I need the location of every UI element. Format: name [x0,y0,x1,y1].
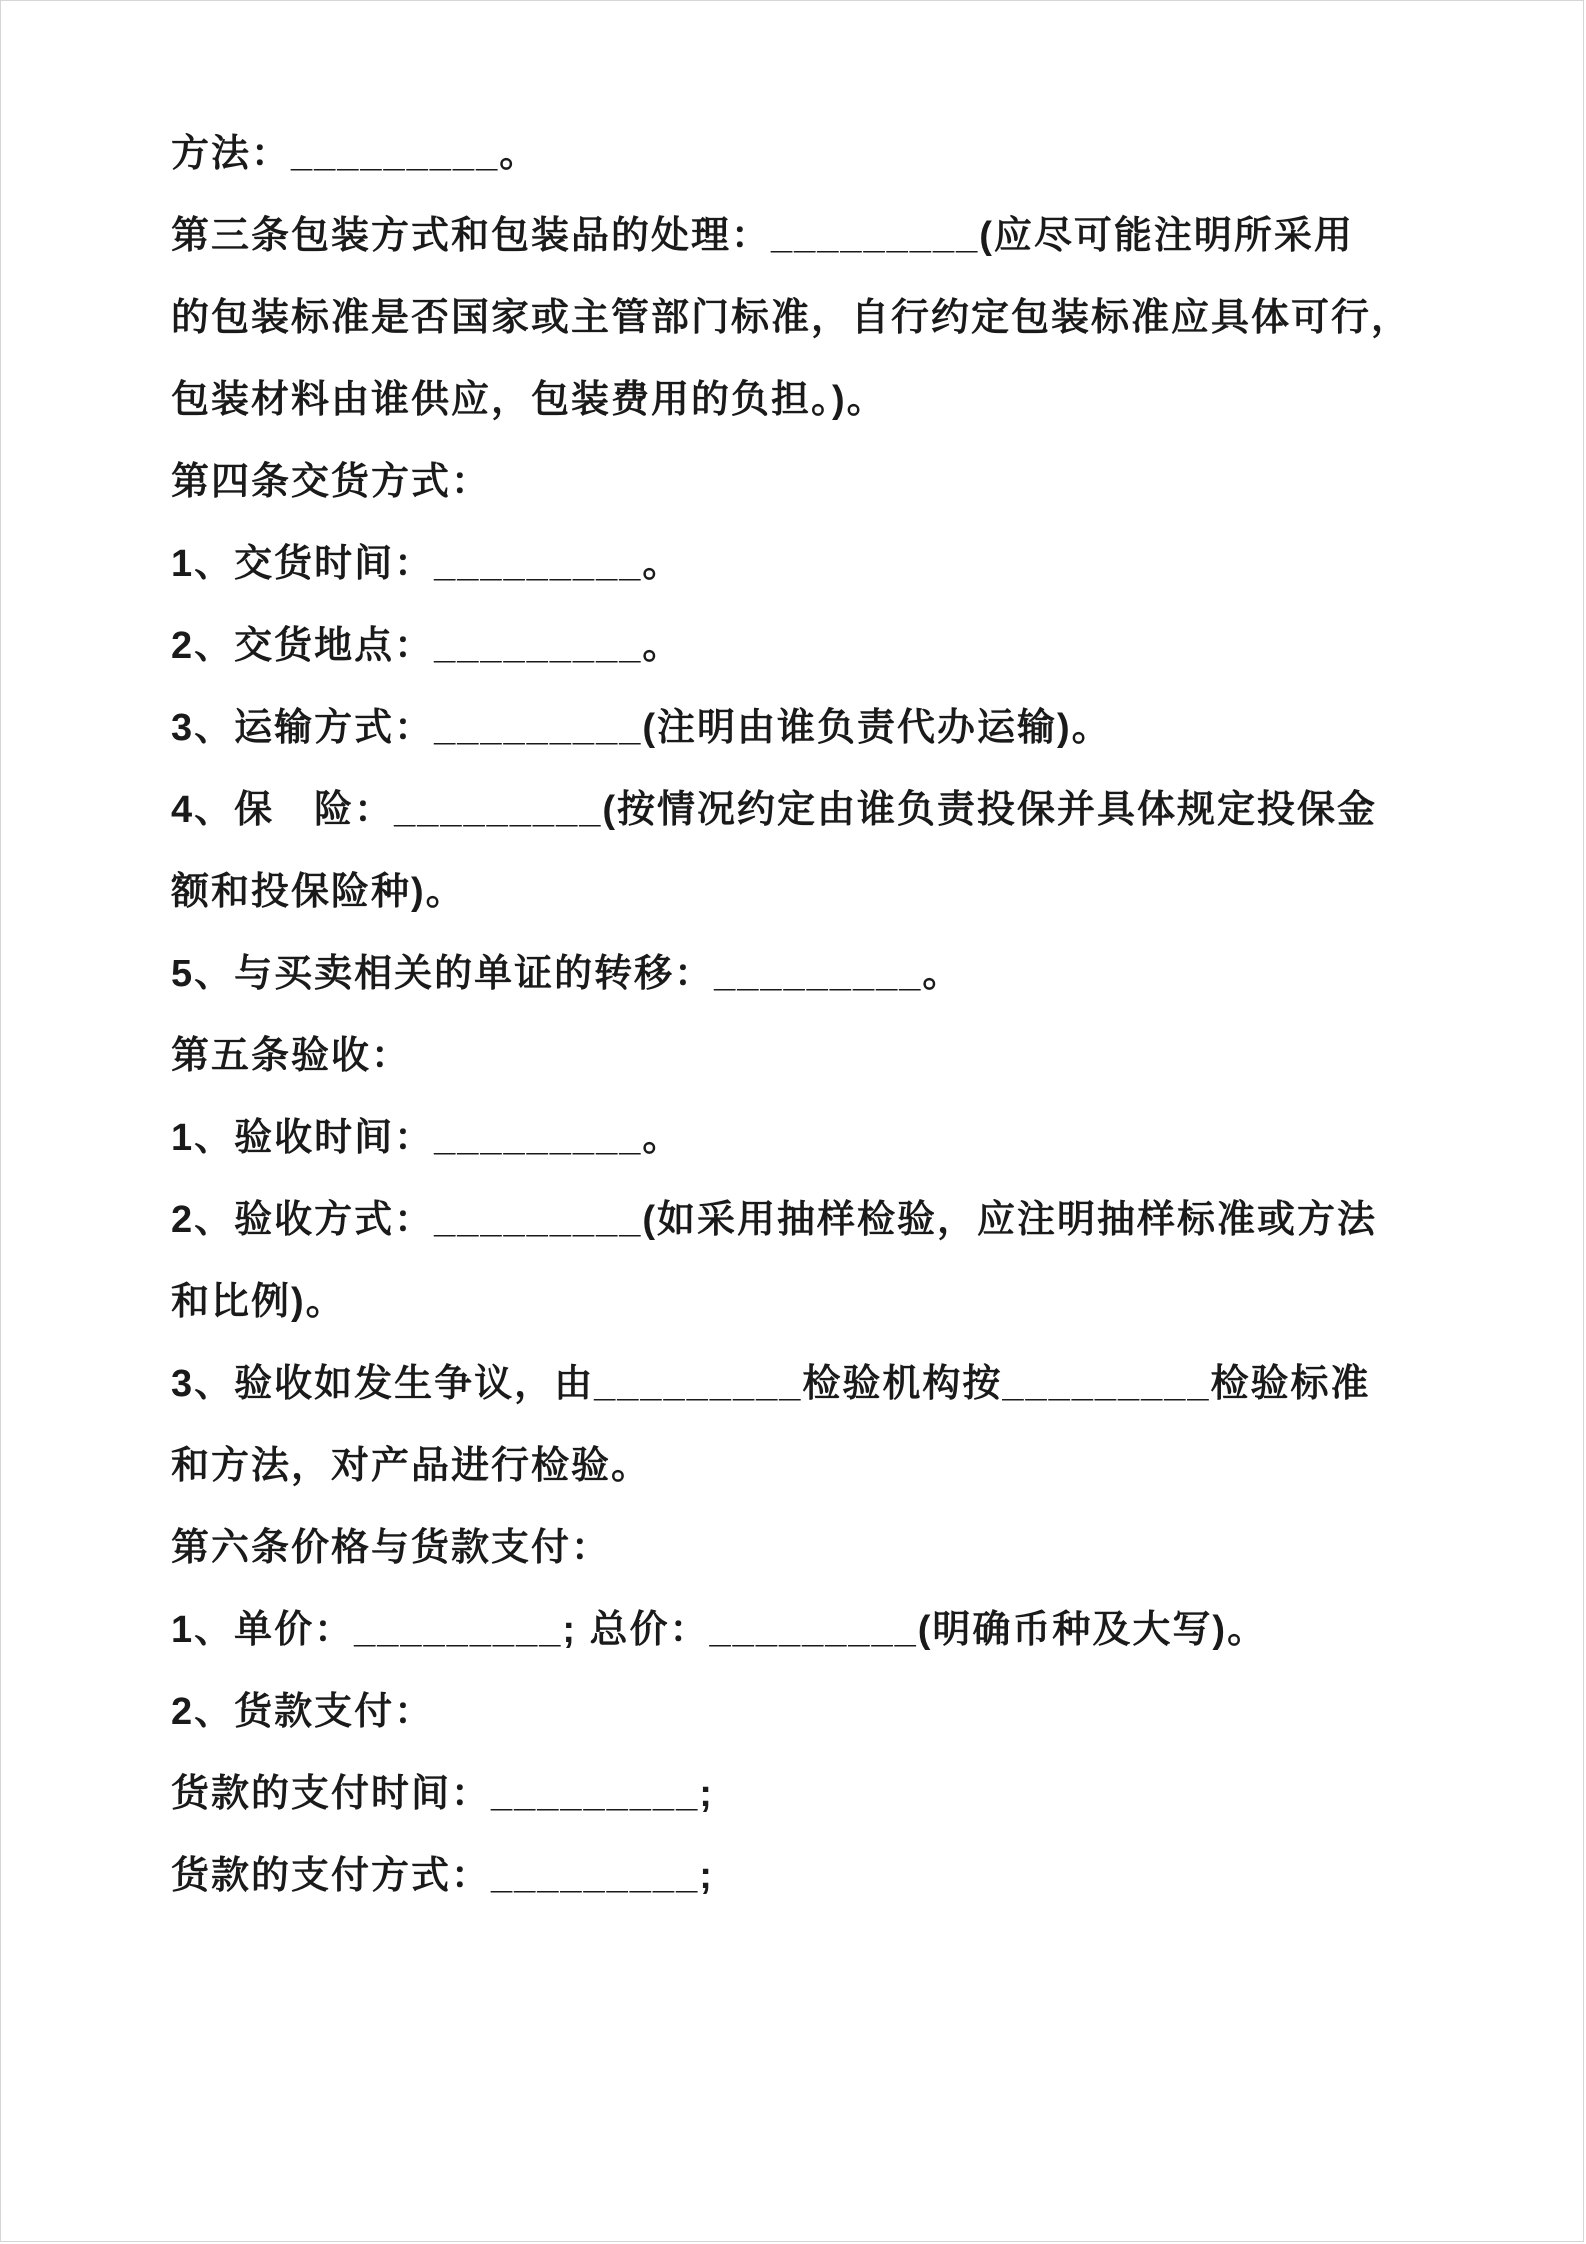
payment-method-line: 货款的支付方式：_________; [171,1855,714,1897]
payment-heading-line: 2、货款支付： [171,1691,435,1733]
price-line: 1、单价：_________; 总价：_________(明确币种及大写)。 [171,1609,1268,1651]
article-3-continuation-line: 包装材料由谁供应，包装费用的负担。)。 [171,379,887,421]
inspection-dispute-continuation-line: 和方法，对产品进行检验。 [171,1445,652,1487]
article-3-heading-line: 第三条包装方式和包装品的处理：_________(应尽可能注明所采用 [171,215,1354,257]
inspection-time-line: 1、验收时间：_________。 [171,1117,683,1159]
insurance-line: 4、保 险：_________(按情况约定由谁负责投保并具体规定投保金 [171,789,1377,831]
documents-transfer-line: 5、与买卖相关的单证的转移：_________。 [171,953,963,995]
transport-method-line: 3、运输方式：_________(注明由谁负责代办运输)。 [171,707,1112,749]
article-3-continuation-line: 的包装标准是否国家或主管部门标准，自行约定包装标准应具体可行， [171,297,1412,339]
delivery-place-line: 2、交货地点：_________。 [171,625,683,667]
delivery-time-line: 1、交货时间：_________。 [171,543,683,585]
article-6-heading-line: 第六条价格与货款支付： [171,1527,612,1569]
insurance-continuation-line: 额和投保险种)。 [171,871,466,913]
contract-body [171,113,1461,1917]
payment-time-line: 货款的支付时间：_________; [171,1773,714,1815]
text-line-method: 方法：_________。 [171,133,540,175]
inspection-method-continuation-line: 和比例)。 [171,1281,346,1323]
article-5-heading-line: 第五条验收： [171,1035,412,1077]
article-4-heading-line: 第四条交货方式： [171,461,492,503]
inspection-method-line: 2、验收方式：_________(如采用抽样检验，应注明抽样标准或方法 [171,1199,1377,1241]
inspection-dispute-line: 3、验收如发生争议，由_________检验机构按_________检验标准 [171,1363,1371,1405]
